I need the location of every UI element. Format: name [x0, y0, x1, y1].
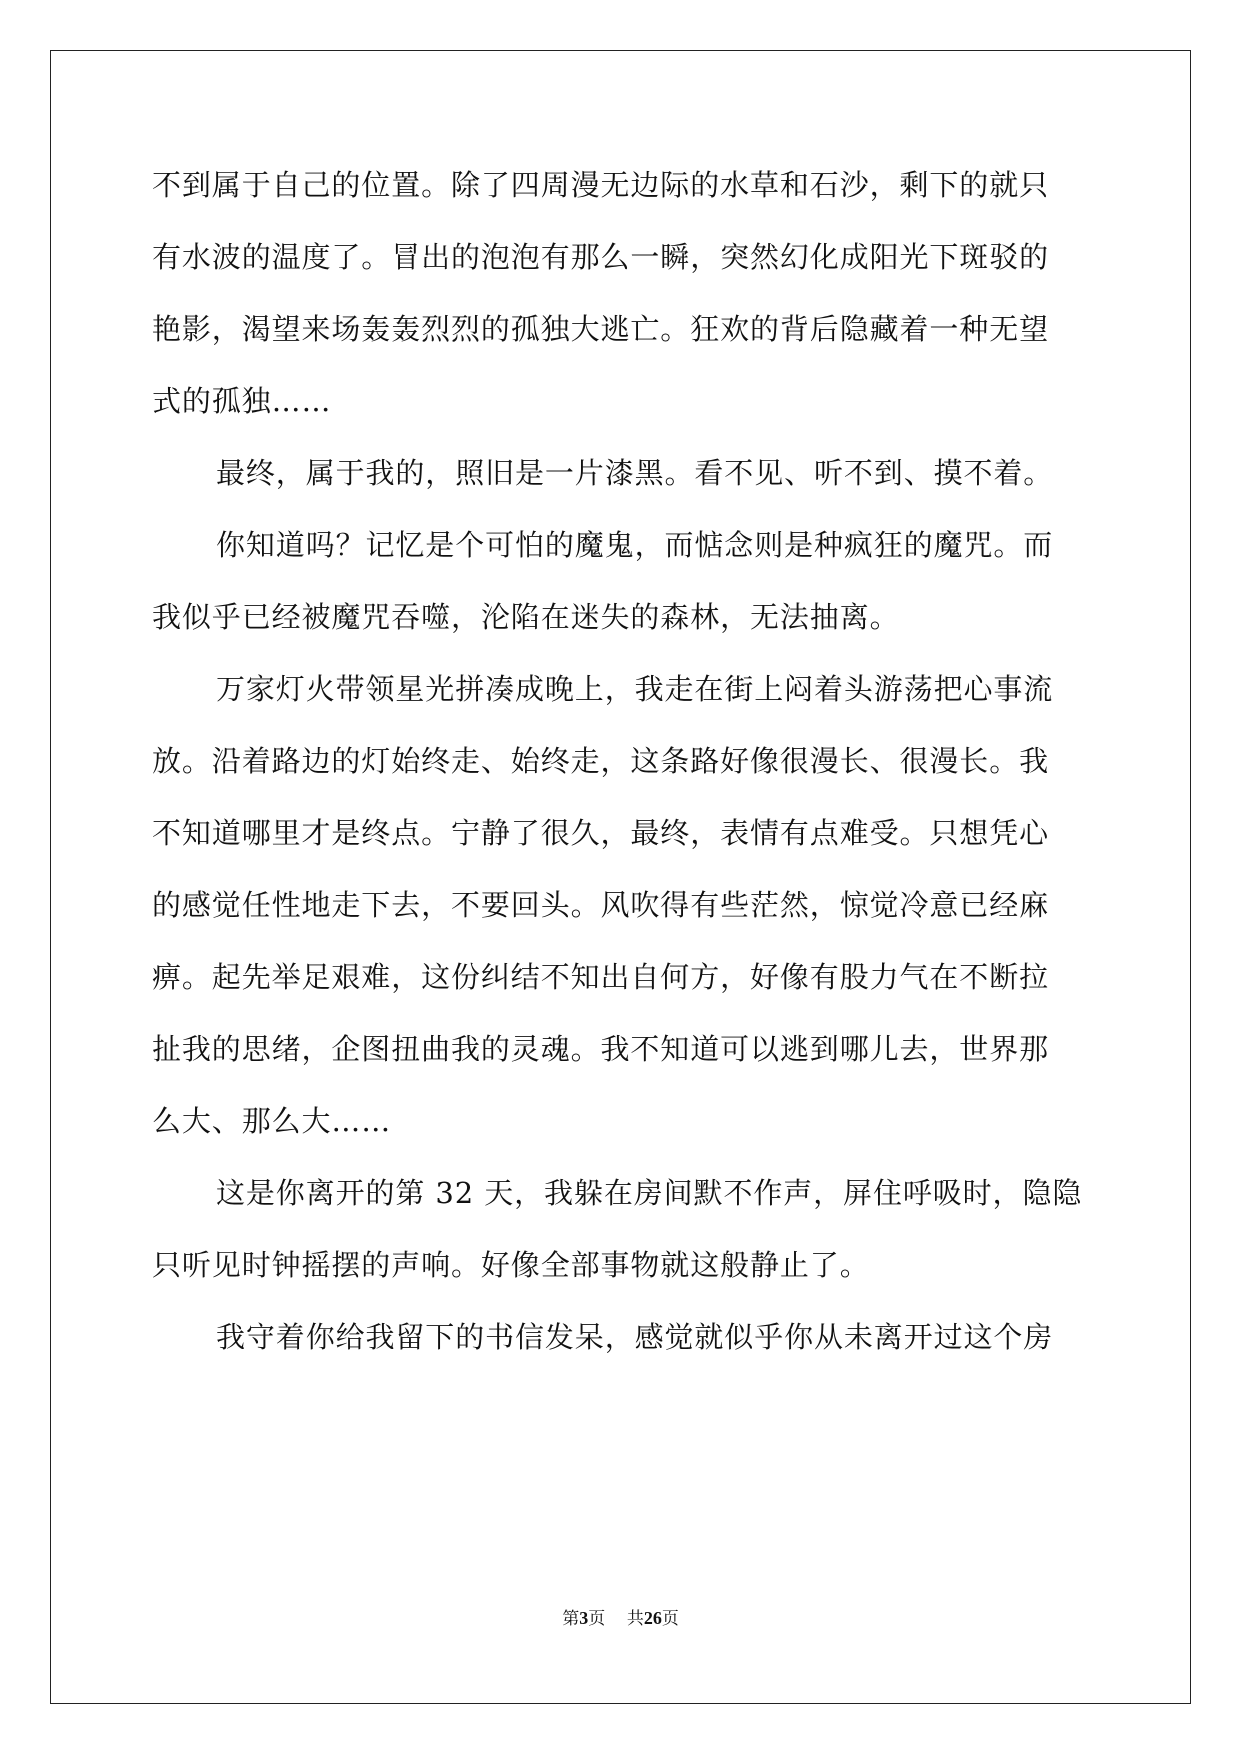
text-line: 我守着你给我留下的书信发呆，感觉就似乎你从未离开过这个房: [216, 1320, 1054, 1354]
text-line: 的感觉任性地走下去，不要回头。风吹得有些茫然，惊觉冷意已经麻: [152, 888, 1050, 922]
text-line: 不到属于自己的位置。除了四周漫无边际的水草和石沙，剩下的就只: [152, 168, 1050, 202]
text-line: 只听见时钟摇摆的声响。好像全部事物就这般静止了。: [152, 1248, 870, 1282]
page-border: [50, 50, 1191, 1704]
text-line: 我似乎已经被魔咒吞噬，沦陷在迷失的森林，无法抽离。: [152, 600, 900, 634]
total-suffix: 页: [661, 1609, 679, 1629]
page-prefix: 第: [562, 1609, 580, 1629]
current-page-number: 3: [579, 1608, 589, 1628]
total-page-count: 26: [643, 1608, 662, 1628]
text-line: 艳影，渴望来场轰轰烈烈的孤独大逃亡。狂欢的背后隐藏着一种无望: [152, 312, 1050, 346]
text-line: 最终，属于我的，照旧是一片漆黑。看不见、听不到、摸不着。: [216, 456, 1054, 490]
text-line: 扯我的思绪，企图扭曲我的灵魂。我不知道可以逃到哪儿去，世界那: [152, 1032, 1050, 1066]
text-line: 式的孤独……: [152, 384, 332, 418]
text-line: 这是你离开的第 32 天，我躲在房间默不作声，屏住呼吸时，隐隐: [216, 1176, 1083, 1210]
text-line: 不知道哪里才是终点。宁静了很久，最终，表情有点难受。只想凭心: [152, 816, 1050, 850]
text-line: 有水波的温度了。冒出的泡泡有那么一瞬，突然幻化成阳光下斑驳的: [152, 240, 1050, 274]
text-line: 么大、那么大……: [152, 1104, 392, 1138]
page-suffix: 页: [588, 1609, 606, 1629]
text-line: 你知道吗？记忆是个可怕的魔鬼，而惦念则是种疯狂的魔咒。而: [216, 528, 1054, 562]
page-footer: [0, 1606, 1241, 1631]
text-line: 万家灯火带领星光拼凑成晚上，我走在街上闷着头游荡把心事流: [216, 672, 1054, 706]
text-line: 痹。起先举足艰难，这份纠结不知出自何方，好像有股力气在不断拉: [152, 960, 1050, 994]
text-line: 放。沿着路边的灯始终走、始终走，这条路好像很漫长、很漫长。我: [152, 744, 1050, 778]
total-prefix: 共: [626, 1609, 644, 1629]
